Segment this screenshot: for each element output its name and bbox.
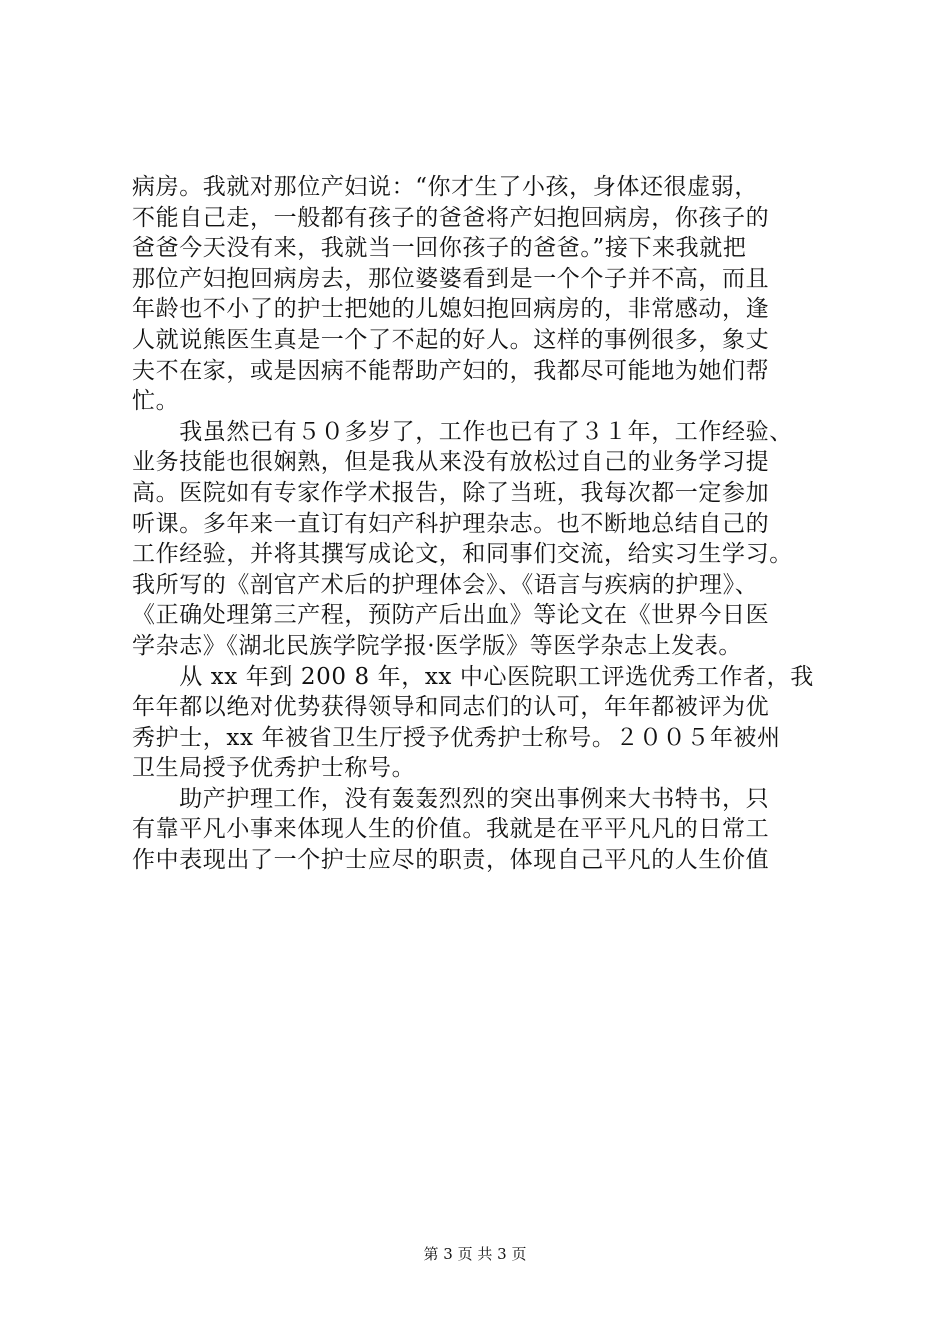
text-line: 工作经验，并将其撰写成论文，和同事们交流，给实习生学习。	[132, 541, 793, 568]
text-line: 年年都以绝对优势获得领导和同志们的认可，年年都被评为优	[132, 694, 770, 721]
text-line: 病房。我就对那位产妇说：“你才生了小孩，身体还很虚弱，	[132, 174, 758, 200]
text-line: 业务技能也很娴熟，但是我从来没有放松过自己的业务学习提	[132, 449, 770, 476]
text-line: 我虽然已有５０多岁了，工作也已有了３１年，工作经验、	[132, 418, 793, 445]
text-line: 有靠平凡小事来体现人生的价值。我就是在平平凡凡的日常工	[132, 816, 770, 843]
text-line: 夫不在家，或是因病不能帮助产妇的，我都尽可能地为她们帮	[132, 357, 770, 384]
text-line: 人就说熊医生真是一个了不起的好人。这样的事例很多，象丈	[132, 326, 770, 353]
text-line: 爸爸今天没有来，我就当一回你孩子的爸爸。”接下来我就把	[132, 235, 747, 262]
text-line: 《正确处理第三产程，预防产后出血》等论文在《世界今日医	[132, 602, 770, 629]
text-line: 助产护理工作，没有轰轰烈烈的突出事例来大书特书，只	[132, 785, 770, 812]
text-line: 高。医院如有专家作学术报告，除了当班，我每次都一定参加	[132, 479, 770, 506]
text-line: 我所写的《剖官产术后的护理体会》、《语言与疾病的护理》、	[132, 571, 759, 598]
text-line: 听课。多年来一直订有妇产科护理杂志。也不断地总结自己的	[132, 510, 770, 537]
text-line: 学杂志》《湖北民族学院学报·医学版》等医学杂志上发表。	[132, 632, 743, 659]
text-line: 那位产妇抱回病房去，那位婆婆看到是一个个子并不高，而且	[132, 265, 770, 292]
text-line: 卫生局授予优秀护士称号。	[132, 755, 416, 782]
body-text	[132, 172, 832, 876]
text-line: 作中表现出了一个护士应尽的职责，体现自己平凡的人生价值	[132, 847, 770, 874]
page-number-label: 第 3 页 共 3 页	[423, 1245, 527, 1263]
text-line: 忙。	[132, 388, 180, 415]
text-line: 不能自己走，一般都有孩子的爸爸将产妇抱回病房，你孩子的	[132, 204, 770, 231]
text-line: 秀护士，xx 年被省卫生厅授予优秀护士称号。２００５年被州	[132, 724, 781, 751]
text-line: 从 xx 年到 200 8 年，xx 中心医院职工评选优秀工作者，我	[132, 663, 814, 690]
page-footer	[0, 1244, 950, 1264]
text-line: 年龄也不小了的护士把她的儿媳妇抱回病房的，非常感动，逢	[132, 296, 770, 323]
